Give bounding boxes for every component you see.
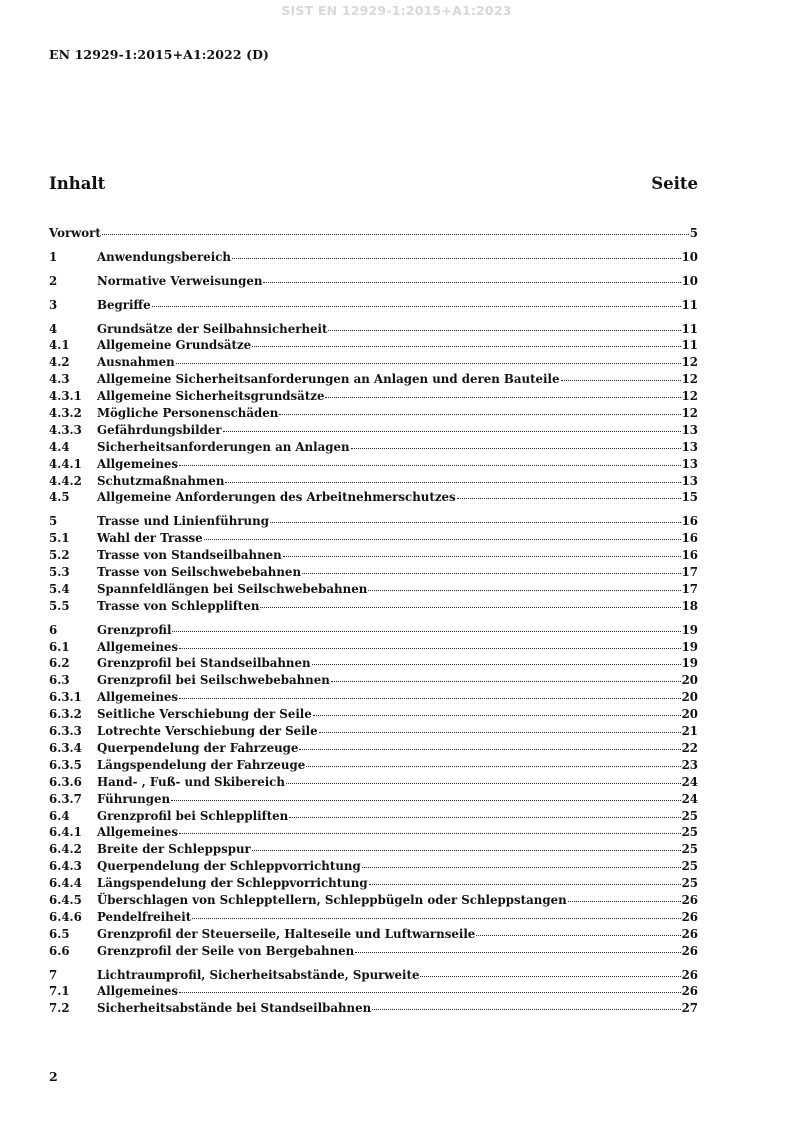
toc-dot-leader: [351, 447, 681, 449]
toc-entry-page: 12: [681, 406, 698, 421]
toc-dot-leader: [313, 714, 681, 716]
toc-entry-title: Seitliche Verschiebung der Seile: [97, 707, 312, 722]
toc-entry-title: Trasse von Schleppliften: [97, 598, 260, 613]
toc-entry-title: Allgemeine Sicherheitsgrundsätze: [97, 389, 325, 404]
toc-entry-page: 10: [681, 273, 698, 288]
toc-entry[interactable]: [49, 875, 698, 892]
table-of-contents: [49, 225, 698, 1017]
toc-dot-leader: [420, 975, 680, 977]
toc-entry-title: Begriffe: [97, 297, 151, 312]
toc-entry-number: 4.4.2: [49, 473, 82, 488]
toc-entry-title: Allgemeine Anforderungen des Arbeitnehmerschutzes: [97, 490, 456, 505]
toc-entry-page: 27: [681, 1001, 698, 1016]
toc-entry-page: 25: [681, 825, 698, 840]
toc-title: Inhalt: [49, 174, 106, 193]
toc-entry-page: 20: [681, 707, 698, 722]
toc-entry[interactable]: [49, 1000, 698, 1017]
document-id: EN 12929-1:2015+A1:2022 (D): [49, 47, 270, 62]
toc-entry-page: 26: [681, 926, 698, 941]
toc-entry[interactable]: [49, 983, 698, 1000]
toc-entry-title: Normative Verweisungen: [97, 273, 263, 288]
toc-entry-page: 18: [681, 598, 698, 613]
toc-entry-number: 5.1: [49, 531, 70, 546]
toc-entry[interactable]: [49, 824, 698, 841]
toc-dot-leader: [355, 951, 680, 953]
toc-dot-leader: [331, 680, 681, 682]
toc-entry-page: 11: [681, 321, 698, 336]
toc-entry-number: 6.3.4: [49, 740, 82, 755]
toc-entry-number: 6.3.1: [49, 690, 82, 705]
toc-entry[interactable]: [49, 456, 698, 473]
toc-entry-number: 7.1: [49, 984, 70, 999]
toc-entry-title: Allgemeines: [97, 690, 179, 705]
toc-entry[interactable]: [49, 297, 698, 314]
toc-entry-page: 19: [681, 639, 698, 654]
toc-entry[interactable]: [49, 639, 698, 656]
toc-entry[interactable]: [49, 723, 698, 740]
toc-entry-number: 6.2: [49, 656, 70, 671]
toc-entry-number: 1: [49, 249, 58, 264]
toc-entry-number: 3: [49, 297, 58, 312]
toc-entry[interactable]: [49, 388, 698, 405]
toc-entry-number: 6.3.6: [49, 774, 82, 789]
toc-entry-page: 16: [681, 514, 698, 529]
toc-dot-leader: [172, 630, 680, 632]
toc-entry-page: 26: [681, 984, 698, 999]
toc-entry-number: 7: [49, 967, 58, 982]
toc-entry[interactable]: [49, 547, 698, 564]
toc-dot-leader: [369, 883, 681, 885]
toc-entry-page: 12: [681, 372, 698, 387]
watermark: SIST EN 12929-1:2015+A1:2023: [281, 3, 512, 18]
toc-entry-number: 6.3.3: [49, 724, 82, 739]
toc-entry-title: Breite der Schleppspur: [97, 842, 251, 857]
toc-entry-number: 4.5: [49, 490, 70, 505]
toc-entry-number: 4.3.1: [49, 389, 82, 404]
toc-dot-leader: [306, 765, 680, 767]
toc-entry[interactable]: [49, 337, 698, 354]
toc-entry-number: 2: [49, 273, 58, 288]
toc-entry-number: 4.3.2: [49, 406, 82, 421]
toc-dot-leader: [179, 697, 681, 699]
toc-entry-number: 6.4.1: [49, 825, 82, 840]
toc-entry-number: 6.3.2: [49, 707, 82, 722]
toc-dot-leader: [286, 782, 681, 784]
toc-entry-page: 23: [681, 757, 698, 772]
toc-entry-page: 22: [681, 740, 698, 755]
toc-entry[interactable]: [49, 564, 698, 581]
toc-entry-title: Spannfeldlängen bei Seilschwebebahnen: [97, 581, 368, 596]
toc-entry-number: 7.2: [49, 1001, 70, 1016]
toc-dot-leader: [192, 917, 680, 919]
toc-entry-page: 13: [681, 439, 698, 454]
toc-entry-number: 5.4: [49, 581, 70, 596]
toc-entry-number: 6.4.2: [49, 842, 82, 857]
toc-entry-number: 5: [49, 514, 58, 529]
toc-entry[interactable]: [49, 774, 698, 791]
toc-entry-number: 4.2: [49, 355, 70, 370]
toc-entry-number: 6.4: [49, 808, 70, 823]
toc-entry-page: 25: [681, 808, 698, 823]
page-number: 2: [49, 1069, 58, 1084]
toc-entry[interactable]: [49, 249, 698, 266]
toc-entry-title: Sicherheitsabstände bei Standseilbahnen: [97, 1001, 372, 1016]
toc-entry-number: 4: [49, 321, 58, 336]
toc-entry-title: Grenzprofil bei Seilschwebebahnen: [97, 673, 330, 688]
toc-entry-title: Grenzprofil der Seile von Bergebahnen: [97, 943, 355, 958]
toc-entry[interactable]: [49, 740, 698, 757]
toc-dot-leader: [179, 647, 681, 649]
toc-entry-title: Längspendelung der Schleppvorrichtung: [97, 876, 368, 891]
toc-entry-page: 24: [681, 791, 698, 806]
toc-entry[interactable]: [49, 439, 698, 456]
toc-entry-title: Trasse und Linienführung: [97, 514, 269, 529]
toc-entry[interactable]: [49, 689, 698, 706]
toc-dot-leader: [283, 555, 681, 557]
toc-entry-page: 10: [681, 249, 698, 264]
toc-dot-leader: [102, 233, 689, 235]
toc-entry-page: 20: [681, 673, 698, 688]
toc-dot-leader: [328, 329, 680, 331]
toc-dot-leader: [299, 748, 680, 750]
toc-dot-leader: [171, 799, 681, 801]
toc-entry-title: Ausnahmen: [97, 355, 175, 370]
toc-entry-title: Sicherheitsanforderungen an Anlagen: [97, 439, 350, 454]
toc-entry[interactable]: [49, 371, 698, 388]
toc-entry-page: 11: [681, 338, 698, 353]
toc-dot-leader: [252, 345, 680, 347]
toc-dot-leader: [457, 497, 681, 499]
toc-entry-number: 6.3.7: [49, 791, 82, 806]
toc-entry[interactable]: [49, 422, 698, 439]
toc-entry-page: 24: [681, 774, 698, 789]
toc-dot-leader: [325, 396, 680, 398]
toc-dot-leader: [260, 606, 680, 608]
toc-entry-title: Grenzprofil: [97, 622, 172, 637]
toc-entry-page: 11: [681, 297, 698, 312]
toc-entry-title: Pendelfreiheit: [97, 909, 192, 924]
toc-entry-page: 26: [681, 943, 698, 958]
toc-entry[interactable]: [49, 943, 698, 960]
toc-entry[interactable]: [49, 513, 698, 530]
toc-entry-number: 6.4.6: [49, 909, 82, 924]
toc-entry[interactable]: [49, 791, 698, 808]
toc-page-column-label: Seite: [651, 174, 698, 193]
toc-dot-leader: [372, 1008, 680, 1010]
toc-entry[interactable]: [49, 598, 698, 615]
toc-entry-number: 6.4.5: [49, 892, 82, 907]
toc-entry-number: 4.3: [49, 372, 70, 387]
toc-entry[interactable]: [49, 926, 698, 943]
toc-entry-number: 6.5: [49, 926, 70, 941]
toc-entry-title: Grundsätze der Seilbahnsicherheit: [97, 321, 328, 336]
toc-entry-title: Allgemeines: [97, 825, 179, 840]
toc-dot-leader: [152, 305, 681, 307]
toc-dot-leader: [179, 991, 681, 993]
toc-entry-number: 4.4: [49, 439, 70, 454]
toc-entry[interactable]: [49, 354, 698, 371]
toc-dot-leader: [263, 281, 680, 283]
toc-entry[interactable]: [49, 581, 698, 598]
toc-entry-page: 21: [681, 724, 698, 739]
toc-entry-title: Trasse von Standseilbahnen: [97, 548, 282, 563]
toc-entry-page: 16: [681, 548, 698, 563]
toc-dot-leader: [179, 832, 681, 834]
toc-entry-page: 25: [681, 859, 698, 874]
toc-entry-number: 6.3: [49, 673, 70, 688]
toc-entry-number: 5.5: [49, 598, 70, 613]
toc-entry-title: Führungen: [97, 791, 171, 806]
toc-entry-page: 13: [681, 422, 698, 437]
toc-entry-page: 25: [681, 842, 698, 857]
toc-entry-title: Trasse von Seilschwebebahnen: [97, 565, 302, 580]
toc-entry[interactable]: [49, 892, 698, 909]
toc-dot-leader: [176, 362, 681, 364]
toc-entry[interactable]: [49, 841, 698, 858]
toc-dot-leader: [561, 379, 681, 381]
toc-dot-leader: [223, 430, 681, 432]
toc-entry-page: 19: [681, 622, 698, 637]
toc-entry-title: Hand- , Fuß- und Skibereich: [97, 774, 285, 789]
toc-entry[interactable]: [49, 672, 698, 689]
toc-entry-title: Allgemeine Grundsätze: [97, 338, 252, 353]
toc-entry-number: 6.4.3: [49, 859, 82, 874]
toc-entry-title: Querpendelung der Schleppvorrichtung: [97, 859, 361, 874]
toc-entry[interactable]: [49, 967, 698, 984]
toc-entry[interactable]: [49, 706, 698, 723]
toc-entry-number: 6.4.4: [49, 876, 82, 891]
toc-entry-title: Vorwort: [49, 226, 101, 240]
toc-entry-title: Wahl der Trasse: [97, 531, 203, 546]
toc-entry[interactable]: [49, 622, 698, 639]
toc-entry[interactable]: [49, 858, 698, 875]
toc-dot-leader: [204, 538, 681, 540]
toc-header: [49, 174, 698, 193]
toc-entry-title: Querpendelung der Fahrzeuge: [97, 740, 299, 755]
toc-entry-page: 5: [689, 226, 698, 240]
toc-entry[interactable]: [49, 808, 698, 825]
toc-entry-number: 6.3.5: [49, 757, 82, 772]
toc-entry-title: Gefährdungsbilder: [97, 422, 222, 437]
toc-entry-page: 26: [681, 892, 698, 907]
toc-entry-number: 4.1: [49, 338, 70, 353]
toc-dot-leader: [476, 934, 680, 936]
toc-entry-title: Grenzprofil bei Standseilbahnen: [97, 656, 311, 671]
toc-entry-number: 4.3.3: [49, 422, 82, 437]
toc-entry[interactable]: [49, 321, 698, 338]
toc-entry-title: Lichtraumprofil, Sicherheitsabstände, Spurweite: [97, 967, 420, 982]
toc-entry-title: Allgemeines: [97, 639, 179, 654]
toc-entry-page: 16: [681, 531, 698, 546]
toc-entry-page: 17: [681, 581, 698, 596]
toc-entry-page: 26: [681, 967, 698, 982]
toc-entry-page: 12: [681, 389, 698, 404]
toc-dot-leader: [279, 413, 680, 415]
toc-dot-leader: [289, 816, 680, 818]
toc-entry-page: 15: [681, 490, 698, 505]
toc-entry-number: 6.1: [49, 639, 70, 654]
toc-entry-page: 26: [681, 909, 698, 924]
toc-entry[interactable]: [49, 273, 698, 290]
toc-dot-leader: [368, 589, 680, 591]
toc-dot-leader: [179, 464, 681, 466]
toc-dot-leader: [232, 257, 681, 259]
toc-dot-leader: [362, 866, 681, 868]
toc-entry[interactable]: [49, 473, 698, 490]
toc-entry[interactable]: [49, 225, 698, 242]
toc-entry-number: 6: [49, 622, 58, 637]
toc-dot-leader: [319, 731, 681, 733]
toc-entry-title: Schutzmaßnahmen: [97, 473, 225, 488]
toc-entry[interactable]: [49, 530, 698, 547]
toc-entry-page: 13: [681, 456, 698, 471]
toc-entry-title: Allgemeine Sicherheitsanforderungen an Anlagen und deren Bauteile: [97, 372, 560, 387]
toc-entry[interactable]: [49, 489, 698, 506]
toc-entry-title: Längspendelung der Fahrzeuge: [97, 757, 306, 772]
toc-entry-page: 25: [681, 876, 698, 891]
toc-dot-leader: [225, 481, 680, 483]
toc-entry-title: Allgemeines: [97, 984, 179, 999]
toc-entry-number: 5.3: [49, 565, 70, 580]
toc-entry[interactable]: [49, 655, 698, 672]
toc-entry[interactable]: [49, 909, 698, 926]
toc-entry[interactable]: [49, 405, 698, 422]
toc-entry-title: Grenzprofil bei Schleppliften: [97, 808, 289, 823]
toc-entry-number: 5.2: [49, 548, 70, 563]
toc-entry-page: 19: [681, 656, 698, 671]
toc-entry-title: Lotrechte Verschiebung der Seile: [97, 724, 318, 739]
toc-dot-leader: [302, 572, 681, 574]
toc-dot-leader: [568, 900, 681, 902]
toc-entry-title: Mögliche Personenschäden: [97, 406, 279, 421]
toc-dot-leader: [270, 521, 681, 523]
toc-entry-page: 12: [681, 355, 698, 370]
toc-entry[interactable]: [49, 757, 698, 774]
toc-entry-page: 17: [681, 565, 698, 580]
toc-entry-number: 6.6: [49, 943, 70, 958]
toc-entry-page: 13: [681, 473, 698, 488]
toc-entry-title: Überschlagen von Schlepptellern, Schleppbügeln oder Schleppstangen: [97, 892, 567, 907]
toc-dot-leader: [312, 663, 681, 665]
toc-entry-title: Allgemeines: [97, 456, 179, 471]
toc-entry-title: Grenzprofil der Steuerseile, Halteseile und Luftwarnseile: [97, 926, 476, 941]
toc-dot-leader: [252, 849, 681, 851]
toc-entry-number: 4.4.1: [49, 456, 82, 471]
toc-entry-page: 20: [681, 690, 698, 705]
toc-entry-title: Anwendungsbereich: [97, 249, 231, 264]
